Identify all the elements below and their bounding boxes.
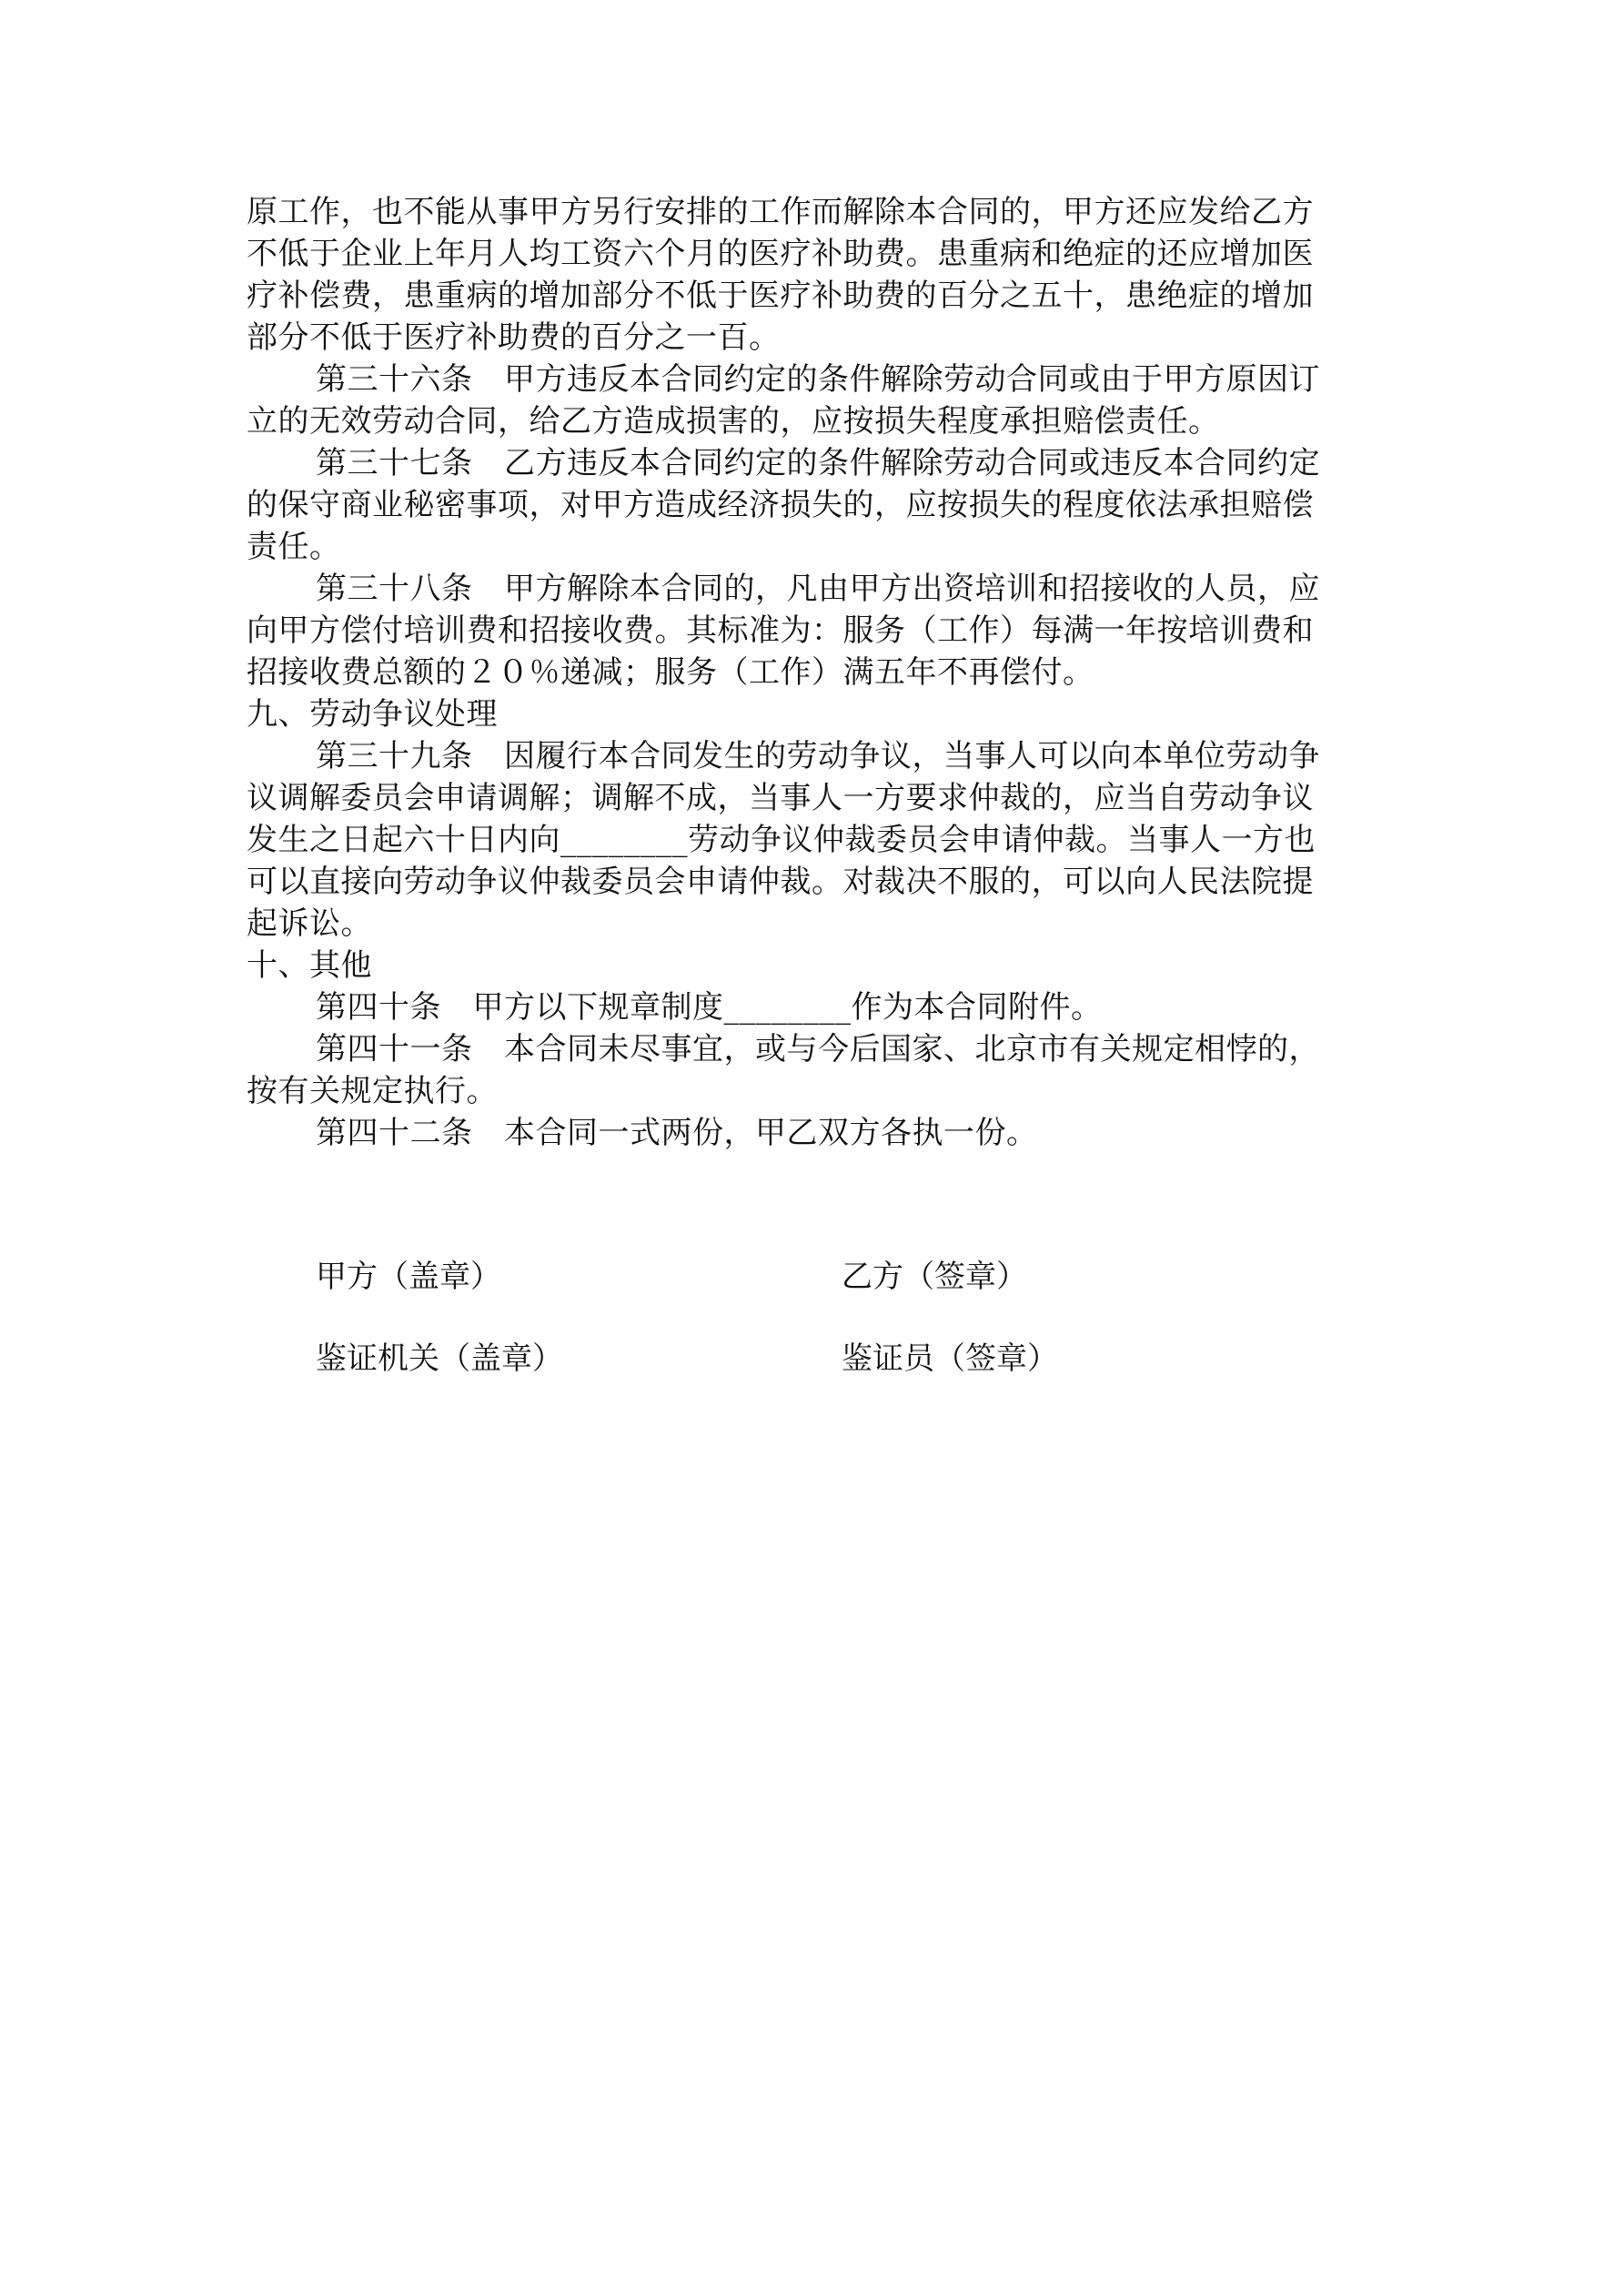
paragraph-line: 疗补偿费，患重病的增加部分不低于医疗补助费的百分之五十，患绝症的增加 [247, 278, 1314, 314]
paragraph-line: 立的无效劳动合同，给乙方造成损害的，应按损失程度承担赔偿责任。 [247, 403, 1220, 440]
section-heading-other: 十、其他 [247, 947, 372, 984]
article-40-line: 第四十条 甲方以下规章制度________作为本合同附件。 [316, 989, 1103, 1026]
article-42-line: 第四十二条 本合同一式两份，甲乙双方各执一份。 [316, 1115, 1038, 1151]
paragraph-line: 发生之日起六十日内向________劳动争议仲裁委员会申请仲裁。当事人一方也 [247, 822, 1316, 858]
party-a-seal-label: 甲方（盖章） [316, 1259, 501, 1295]
signature-block [316, 1256, 1407, 1380]
paragraph-line: 按有关规定执行。 [247, 1073, 498, 1109]
paragraph-line: 部分不低于医疗补助费的百分之一百。 [247, 319, 781, 356]
article-37-line: 第三十七条 乙方违反本合同约定的条件解除劳动合同或违反本合同约定 [316, 445, 1320, 481]
paragraph-line: 可以直接向劳动争议仲裁委员会申请仲裁。对裁决不服的，可以向人民法院提 [247, 864, 1314, 900]
certifying-authority-seal-label: 鉴证机关（盖章） [316, 1340, 563, 1377]
article-38-line: 第三十八条 甲方解除本合同的，凡由甲方出资培训和招接收的人员，应 [316, 571, 1320, 607]
paragraph-line: 起诉讼。 [247, 905, 372, 942]
paragraph-line: 向甲方偿付培训费和招接收费。其标准为：服务（工作）每满一年按培训费和 [247, 612, 1314, 649]
article-36-line: 第三十六条 甲方违反本合同约定的条件解除劳动合同或由于甲方原因订 [316, 361, 1320, 398]
contract-body [247, 191, 1373, 1154]
paragraph-line: 议调解委员会申请调解；调解不成，当事人一方要求仲裁的，应当自劳动争议 [247, 780, 1314, 816]
signature-row-parties [316, 1256, 1407, 1298]
section-heading-labor-dispute: 九、劳动争议处理 [247, 696, 498, 733]
paragraph-line: 责任。 [247, 529, 341, 565]
paragraph-line: 不低于企业上年月人均工资六个月的医疗补助费。患重病和绝症的还应增加医 [247, 236, 1314, 272]
paragraph-line: 原工作，也不能从事甲方另行安排的工作而解除本合同的，甲方还应发给乙方 [247, 194, 1314, 230]
article-39-line: 第三十九条 因履行本合同发生的劳动争议，当事人可以向本单位劳动争 [316, 738, 1320, 774]
article-41-line: 第四十一条 本合同未尽事宜，或与今后国家、北京市有关规定相悖的， [316, 1031, 1320, 1067]
paragraph-line: 的保守商业秘密事项，对甲方造成经济损失的，应按损失的程度依法承担赔偿 [247, 487, 1314, 523]
paragraph-line: 招接收费总额的２０％递减；服务（工作）满五年不再偿付。 [247, 654, 1094, 691]
party-b-signature-label: 乙方（签章） [842, 1259, 1027, 1295]
certifier-signature-label: 鉴证员（签章） [842, 1340, 1058, 1377]
signature-row-certification [316, 1338, 1407, 1380]
